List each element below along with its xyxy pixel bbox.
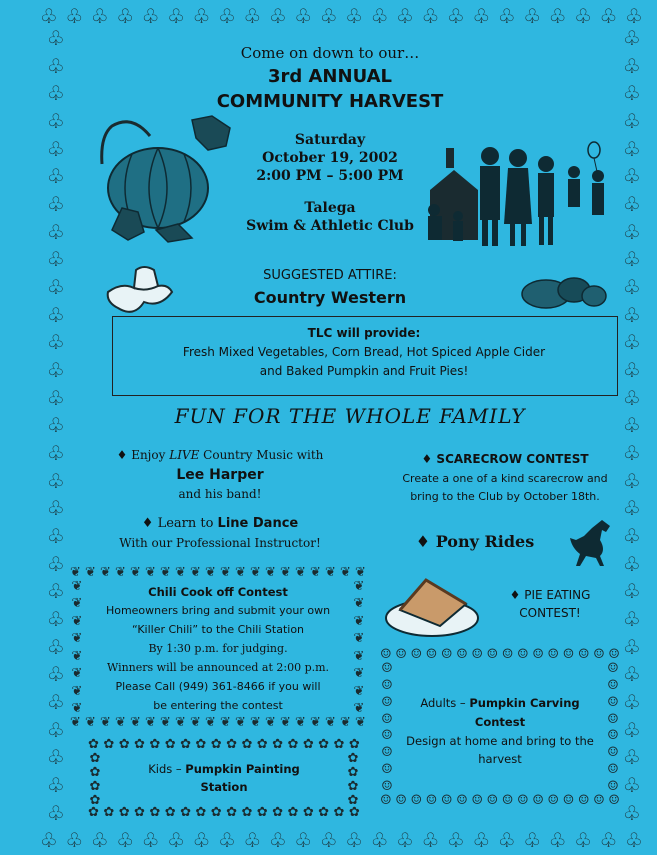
venue-line-2: Swim & Athletic Club bbox=[246, 218, 414, 234]
line-dance-line-1: ♦ Learn to Line Dance bbox=[141, 516, 299, 531]
scarecrow-line-2: bring to the Club by October 18th. bbox=[410, 490, 600, 503]
music-line-1: ♦ Enjoy LIVE Country Music with bbox=[116, 448, 324, 462]
cornucopia-border-bottom: ♧ ♧ ♧ ♧ ♧ ♧ ♧ ♧ ♧ ♧ ♧ ♧ ♧ ♧ ♧ ♧ ♧ ♧ ♧ ♧ ♧ ♧ ♧ ♧ bbox=[40, 828, 643, 852]
kids-border-right: ✿ ✿ ✿ ✿ bbox=[347, 752, 359, 806]
chili-border-right: ❦ ❦ ❦ ❦ ❦ ❦ ❦ ❦ bbox=[353, 580, 365, 716]
tlc-line-1: Fresh Mixed Vegetables, Corn Bread, Hot Spiced Apple Cider bbox=[182, 345, 546, 359]
chili-line-6: be entering the contest bbox=[153, 699, 283, 712]
tlc-line-2: and Baked Pumpkin and Fruit Pies! bbox=[259, 364, 469, 378]
tlc-heading: TLC will provide: bbox=[307, 326, 421, 340]
chili-border-left: ❦ ❦ ❦ ❦ ❦ ❦ ❦ ❦ bbox=[71, 580, 83, 716]
horse-illustration bbox=[566, 516, 616, 568]
chili-border-top: ❦ ❦ ❦ ❦ ❦ ❦ ❦ ❦ ❦ ❦ ❦ ❦ ❦ ❦ ❦ ❦ ❦ ❦ ❦ ❦ bbox=[70, 566, 366, 580]
cowboy-hat-illustration bbox=[104, 262, 176, 322]
pie-line-1: ♦ PIE EATING bbox=[509, 588, 591, 602]
chili-pepper-icon: ❦ bbox=[70, 566, 81, 580]
adults-border-right: ☺ ☺ ☺ ☺ ☺ ☺ ☺ ☺ bbox=[607, 662, 619, 794]
music-line-3: and his band! bbox=[178, 487, 262, 501]
attire-label: SUGGESTED ATTIRE: bbox=[263, 268, 397, 283]
kids-border-top: ✿ ✿ ✿ ✿ ✿ ✿ ✿ ✿ ✿ ✿ ✿ ✿ ✿ ✿ ✿ ✿ ✿ ✿ bbox=[88, 738, 360, 752]
chili-line-4: Winners will be announced at 2:00 p.m. bbox=[106, 661, 330, 674]
flower-icon: ✿ bbox=[88, 738, 99, 752]
pie-illustration bbox=[382, 574, 482, 640]
attire-value: Country Western bbox=[253, 288, 407, 307]
scarecrow-heading: ♦ SCARECROW CONTEST bbox=[421, 452, 589, 466]
chili-line-5: Please Call (949) 361-8466 if you will bbox=[115, 680, 321, 693]
pumpkin-illustration bbox=[92, 112, 240, 244]
adults-line-3: Design at home and bring to the bbox=[406, 734, 594, 748]
adults-border-top: ☺ ☺ ☺ ☺ ☺ ☺ ☺ ☺ ☺ ☺ ☺ ☺ ☺ ☺ ☺ ☺ bbox=[380, 648, 620, 662]
vegetables-illustration bbox=[518, 272, 610, 312]
chili-heading: Chili Cook off Contest bbox=[148, 585, 288, 599]
family-illustration bbox=[424, 140, 614, 252]
kids-line-2: Station bbox=[200, 780, 248, 794]
adults-border-left: ☺ ☺ ☺ ☺ ☺ ☺ ☺ ☺ bbox=[381, 662, 393, 794]
intro-text: Come on down to our… bbox=[240, 44, 420, 62]
kids-border-bottom: ✿ ✿ ✿ ✿ ✿ ✿ ✿ ✿ ✿ ✿ ✿ ✿ ✿ ✿ ✿ ✿ ✿ ✿ bbox=[88, 806, 360, 820]
title-line-1: 3rd ANNUAL bbox=[267, 66, 393, 87]
pony-rides: ♦ Pony Rides bbox=[415, 532, 535, 551]
scarecrow-line-1: Create a one of a kind scarecrow and bbox=[402, 472, 608, 485]
line-dance-line-2: With our Professional Instructor! bbox=[119, 536, 321, 550]
event-time: 2:00 PM – 5:00 PM bbox=[256, 168, 404, 184]
pie-line-2: CONTEST! bbox=[519, 606, 581, 620]
adults-line-2: Contest bbox=[474, 715, 526, 729]
event-date: October 19, 2002 bbox=[262, 150, 398, 166]
kids-border-left: ✿ ✿ ✿ ✿ bbox=[89, 752, 101, 806]
kids-line-1: Kids – Pumpkin Painting bbox=[148, 762, 300, 776]
adults-line-4: harvest bbox=[478, 752, 522, 766]
adults-line-1: Adults – Pumpkin Carving bbox=[420, 696, 580, 710]
adults-border-bottom: ☺ ☺ ☺ ☺ ☺ ☺ ☺ ☺ ☺ ☺ ☺ ☺ ☺ ☺ ☺ ☺ bbox=[380, 794, 620, 808]
jack-o-lantern-icon: ☺ bbox=[380, 648, 392, 662]
cornucopia-border-top: ♧ ♧ ♧ ♧ ♧ ♧ ♧ ♧ ♧ ♧ ♧ ♧ ♧ ♧ ♧ ♧ ♧ ♧ ♧ ♧ ♧ ♧ ♧ ♧ bbox=[40, 4, 643, 28]
chili-line-1: Homeowners bring and submit your own bbox=[105, 604, 331, 617]
chili-border-bottom: ❦ ❦ ❦ ❦ ❦ ❦ ❦ ❦ ❦ ❦ ❦ ❦ ❦ ❦ ❦ ❦ ❦ ❦ ❦ ❦ bbox=[70, 716, 366, 730]
title-line-2: COMMUNITY HARVEST bbox=[216, 91, 444, 112]
fun-heading: FUN FOR THE WHOLE FAMILY bbox=[174, 404, 526, 428]
venue-line-1: Talega bbox=[304, 200, 356, 216]
chili-line-2: “Killer Chili” to the Chili Station bbox=[131, 623, 305, 636]
cornucopia-border-right: ♧ ♧ ♧ ♧ ♧ ♧ ♧ ♧ ♧ ♧ ♧ ♧ ♧ ♧ ♧ ♧ ♧ ♧ ♧ ♧ ♧ ♧ ♧ ♧ ♧ ♧ ♧ ♧ ♧ bbox=[623, 26, 641, 825]
cornucopia-border-left: ♧ ♧ ♧ ♧ ♧ ♧ ♧ ♧ ♧ ♧ ♧ ♧ ♧ ♧ ♧ ♧ ♧ ♧ ♧ ♧ ♧ ♧ ♧ ♧ ♧ ♧ ♧ ♧ ♧ bbox=[47, 26, 65, 825]
event-day: Saturday bbox=[294, 132, 366, 148]
cornucopia-icon: ♧ bbox=[40, 4, 58, 28]
chili-line-3: By 1:30 p.m. for judging. bbox=[148, 642, 288, 655]
music-artist: Lee Harper bbox=[176, 467, 264, 483]
